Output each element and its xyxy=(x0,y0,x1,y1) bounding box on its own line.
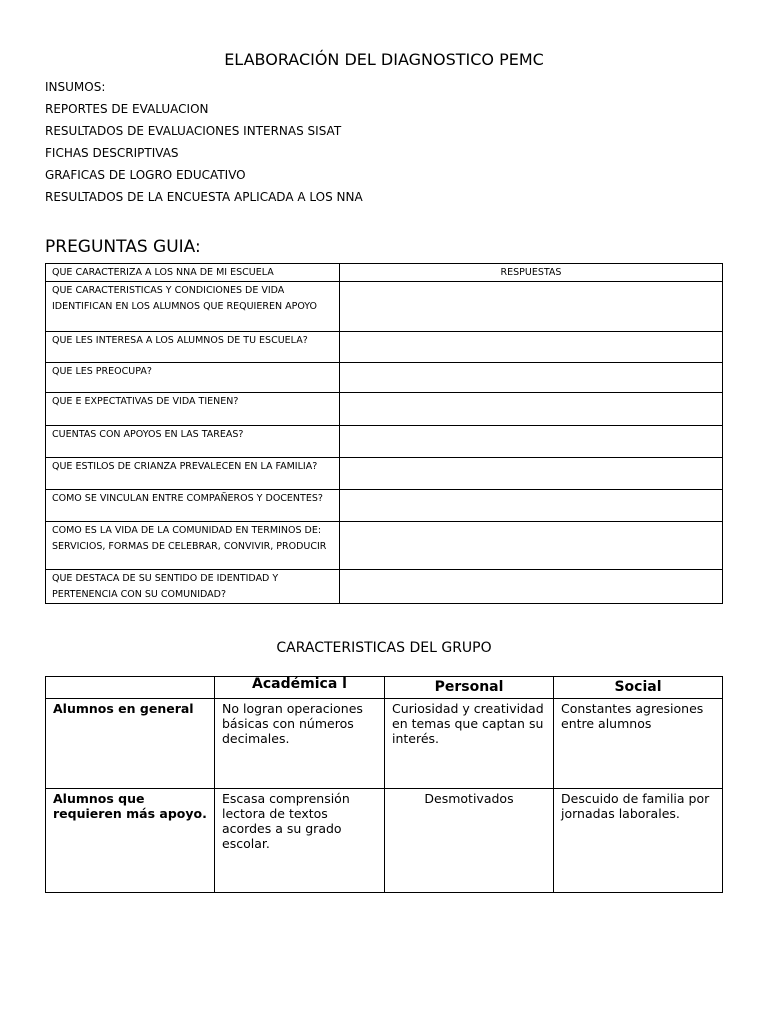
table-row xyxy=(46,426,723,458)
insumo-item: REPORTES DE EVALUACION xyxy=(45,102,209,116)
social-cell: Constantes agresiones entre alumnos xyxy=(554,699,723,789)
answer-cell[interactable] xyxy=(340,332,723,363)
insumos-heading: INSUMOS: xyxy=(45,80,106,94)
document-title: ELABORACIÓN DEL DIAGNOSTICO PEMC xyxy=(224,50,544,69)
answer-cell[interactable] xyxy=(340,282,723,332)
question-cell: QUE DESTACA DE SU SENTIDO DE IDENTIDAD Y PERTENENCIA CON SU COMUNIDAD? xyxy=(46,570,340,604)
personal-column-header: Personal xyxy=(385,677,554,699)
academica-column-header: Académica l xyxy=(215,677,385,699)
answer-cell[interactable] xyxy=(340,426,723,458)
question-cell: QUE CARACTERISTICAS Y CONDICIONES DE VIDA IDENTIFICAN EN LOS ALUMNOS QUE REQUIEREN APOYO xyxy=(46,282,340,332)
answer-cell[interactable] xyxy=(340,363,723,393)
answer-cell[interactable] xyxy=(340,393,723,426)
table-row xyxy=(46,332,723,363)
table-row xyxy=(46,282,723,332)
insumo-item: RESULTADOS DE LA ENCUESTA APLICADA A LOS NNA xyxy=(45,190,363,204)
social-cell: Descuido de familia por jornadas laborales. xyxy=(554,789,723,893)
personal-cell: Curiosidad y creatividad en temas que captan su interés. xyxy=(385,699,554,789)
table-header-row xyxy=(46,677,723,699)
question-cell: QUE E EXPECTATIVAS DE VIDA TIENEN? xyxy=(46,393,340,426)
academica-cell: No logran operaciones básicas con números decimales. xyxy=(215,699,385,789)
preguntas-table xyxy=(45,263,723,604)
question-column-header: QUE CARACTERIZA A LOS NNA DE MI ESCUELA xyxy=(46,264,340,282)
question-cell: QUE ESTILOS DE CRIANZA PREVALECEN EN LA FAMILIA? xyxy=(46,458,340,490)
corner-header-cell xyxy=(46,677,215,699)
insumo-item: FICHAS DESCRIPTIVAS xyxy=(45,146,179,160)
row-label-cell: Alumnos en general xyxy=(46,699,215,789)
answer-cell[interactable] xyxy=(340,458,723,490)
grupo-heading: CARACTERISTICAS DEL GRUPO xyxy=(276,640,492,656)
question-cell: QUE LES PREOCUPA? xyxy=(46,363,340,393)
table-row xyxy=(46,363,723,393)
personal-cell: Desmotivados xyxy=(385,789,554,893)
answer-cell[interactable] xyxy=(340,490,723,522)
question-cell: COMO SE VINCULAN ENTRE COMPAÑEROS Y DOCENTES? xyxy=(46,490,340,522)
table-row xyxy=(46,789,723,893)
insumo-item: GRAFICAS DE LOGRO EDUCATIVO xyxy=(45,168,246,182)
social-column-header: Social xyxy=(554,677,723,699)
table-row xyxy=(46,522,723,570)
table-header-row xyxy=(46,264,723,282)
table-row xyxy=(46,458,723,490)
answers-column-header: RESPUESTAS xyxy=(340,264,723,282)
preguntas-heading: PREGUNTAS GUIA: xyxy=(45,237,201,257)
table-row xyxy=(46,393,723,426)
answer-cell[interactable] xyxy=(340,522,723,570)
table-row xyxy=(46,490,723,522)
row-label-cell: Alumnos que requieren más apoyo. xyxy=(46,789,215,893)
question-cell: CUENTAS CON APOYOS EN LAS TAREAS? xyxy=(46,426,340,458)
insumos-list xyxy=(45,76,363,208)
grupo-table xyxy=(45,676,723,893)
question-cell: COMO ES LA VIDA DE LA COMUNIDAD EN TERMINOS DE: SERVICIOS, FORMAS DE CELEBRAR, CONVIVIR, PRODUCIR xyxy=(46,522,340,570)
academica-cell: Escasa comprensión lectora de textos acordes a su grado escolar. xyxy=(215,789,385,893)
answer-cell[interactable] xyxy=(340,570,723,604)
question-cell: QUE LES INTERESA A LOS ALUMNOS DE TU ESCUELA? xyxy=(46,332,340,363)
table-row xyxy=(46,699,723,789)
insumo-item: RESULTADOS DE EVALUACIONES INTERNAS SISAT xyxy=(45,124,342,138)
table-row xyxy=(46,570,723,604)
